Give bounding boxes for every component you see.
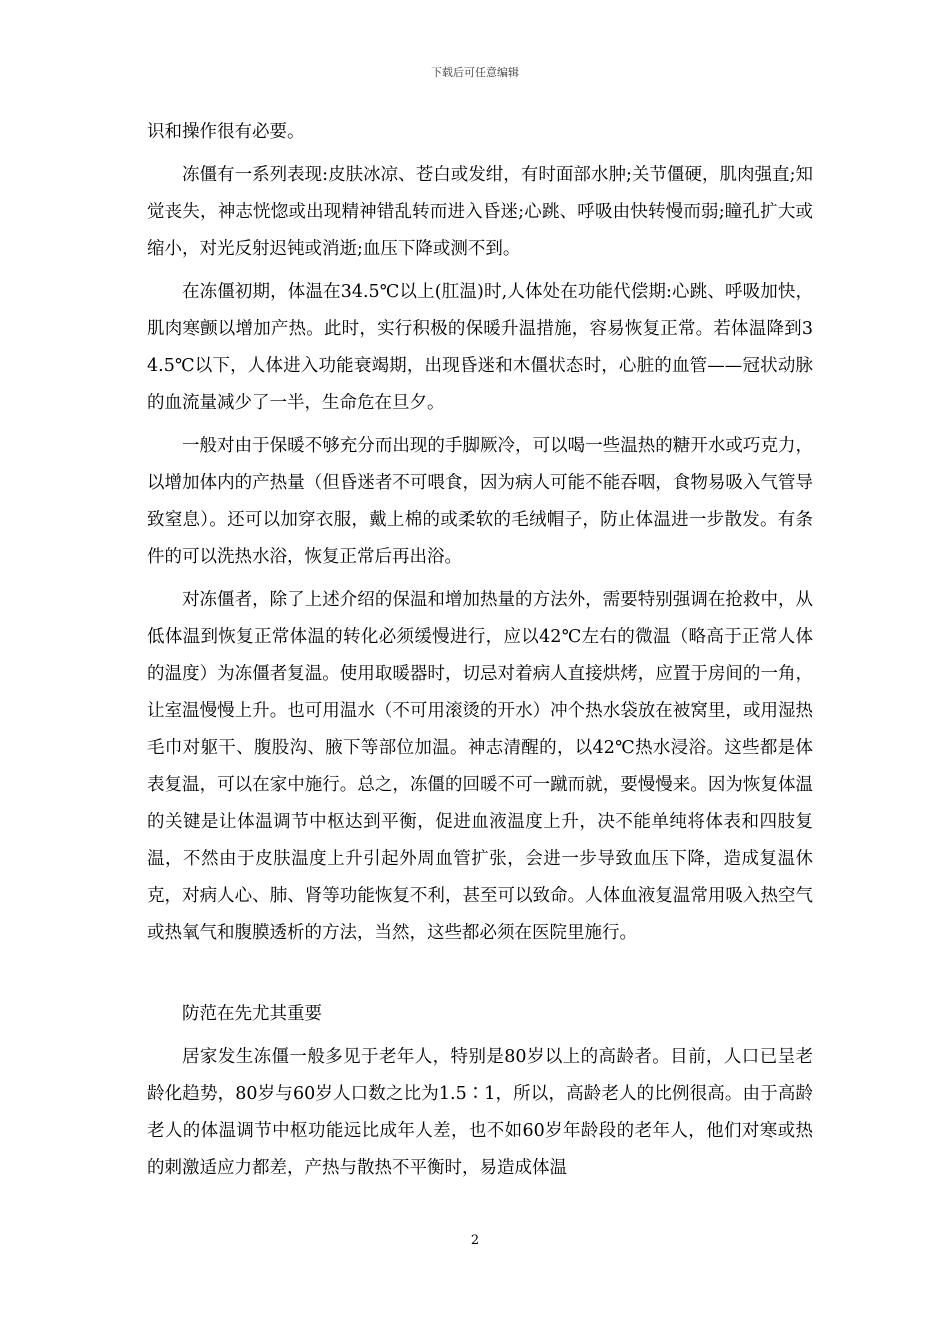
continued-line: 识和操作很有必要。 (147, 122, 305, 142)
paragraph-early-stage: 在冻僵初期，体温在34.5℃以上(肛温)时,人体处在功能代偿期:心跳、呼吸加快，肌肉寒颤以增加产热。此时，实行积极的保暖升温措施，容易恢复正常。若体温降到34.5℃以下，人体进入功能衰竭期，出现昏迷和木僵状态时，心脏的血管——冠状动脉的血流量减少了一半，生命危在旦夕。 (147, 282, 813, 413)
paragraph-mild-care: 一般对由于保暖不够充分而出现的手脚厥冷，可以喝一些温热的糖开水或巧克力，以增加体内的产热量（但昏迷者不可喂食，因为病人可能不能吞咽，食物易吸入气管导致窒息）。还可以加穿衣服，戴上棉的或柔软的毛绒帽子，防止体温进一步散发。有条件的可以洗热水浴，恢复正常后再出浴。 (147, 436, 813, 567)
paragraph-elderly: 居家发生冻僵一般多见于老年人，特别是80岁以上的高龄者。目前，人口已呈老龄化趋势，80岁与60岁人口数之比为1.5∶1，所以，高龄老人的比例很高。由于高龄老人的体温调节中枢功能远比成年人差，也不如60岁年龄段的老年人，他们对寒或热的刺激适应力都差，产热与散热不平衡时，易造成体温 (147, 1047, 813, 1178)
paragraph-rewarming: 对冻僵者，除了上述介绍的保温和增加热量的方法外，需要特别强调在抢救中，从低体温到恢复正常体温的转化必须缓慢进行，应以42℃左右的微温（略高于正常人体的温度）为冻僵者复温。使用取暖器时，切忌对着病人直接烘烤，应置于房间的一角，让室温慢慢上升。也可用温水（不可用滚烫的开水）冲个热水袋放在被窝里，或用湿热毛巾对躯干、腹股沟、腋下等部位加温。神志清醒的，以42℃热水浸浴。这些都是体表复温，可以在家中施行。总之，冻僵的回暖不可一蹴而就，要慢慢来。因为恢复体温的关键是让体温调节中枢达到平衡，促进血液温度上升，决不能单纯将体表和四肢复温，不然由于皮肤温度上升引起外周血管扩张，会进一步导致血压下降，造成复温休克，对病人心、肺、肾等功能恢复不利，甚至可以致命。人体血液复温常用吸入热空气或热氧气和腹膜透析的方法，当然，这些都必须在医院里施行。 (147, 590, 813, 943)
paragraph-symptoms: 冻僵有一系列表现:皮肤冰凉、苍白或发绀，有时面部水肿;关节僵硬，肌肉强直;知觉丧失，神志恍惚或出现精神错乱转而进入昏迷;心跳、呼吸由快转慢而弱;瞳孔扩大或缩小，对光反射迟钝或消逝;血压下降或测不到。 (147, 165, 813, 259)
page-number: 2 (470, 1233, 480, 1248)
page-header: 下载后可任意编辑 (431, 66, 519, 79)
document-body (147, 114, 813, 1193)
section-title: 防范在先尤其重要 (182, 1004, 322, 1024)
